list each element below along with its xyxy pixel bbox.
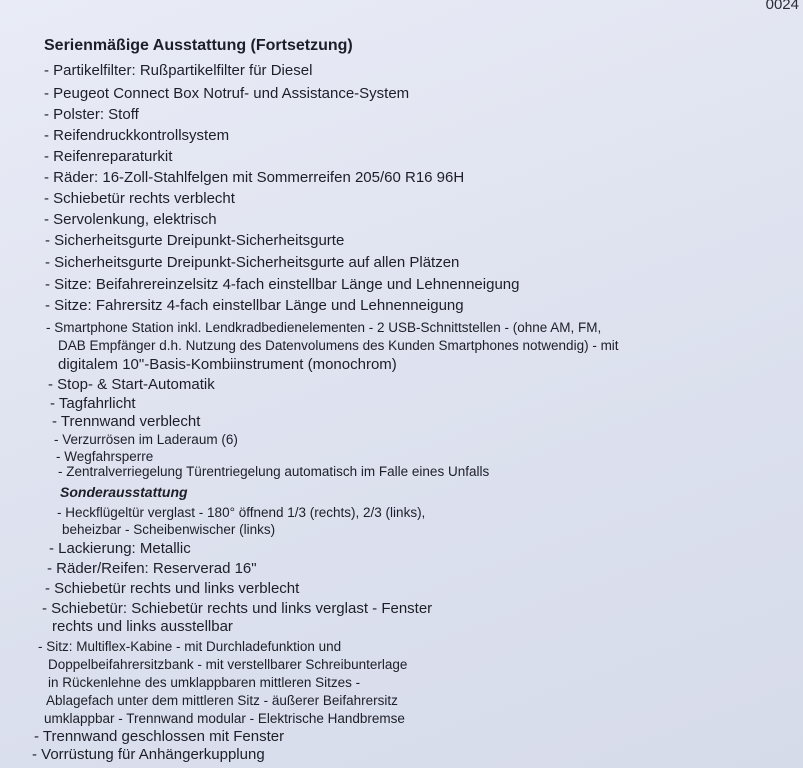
standard-item: - Tagfahrlicht bbox=[50, 395, 136, 412]
special-item-continuation: Doppelbeifahrersitzbank - mit verstellbarer Schreibunterlage bbox=[48, 657, 408, 672]
special-item-continuation: beheizbar - Scheibenwischer (links) bbox=[62, 522, 276, 537]
standard-item: - Servolenkung, elektrisch bbox=[44, 211, 217, 228]
standard-item: - Reifendruckkontrollsystem bbox=[44, 127, 230, 144]
special-item: - Heckflügeltür verglast - 180° öffnend 1/3 (rechts), 2/3 (links), bbox=[57, 505, 426, 520]
special-item: - Trennwand geschlossen mit Fenster bbox=[34, 728, 285, 745]
standard-item: - Sitze: Beifahrereinzelsitz 4-fach einstellbar Länge und Lehnenneigung bbox=[45, 276, 520, 293]
special-item: - Räder/Reifen: Reserverad 16" bbox=[47, 560, 257, 577]
standard-equipment-heading: Serienmäßige Ausstattung (Fortsetzung) bbox=[44, 37, 353, 54]
standard-item: - Sicherheitsgurte Dreipunkt-Sicherheitsgurte bbox=[45, 232, 345, 249]
special-item-continuation: in Rückenlehne des umklappbaren mittleren Sitzes - bbox=[48, 675, 361, 690]
standard-item: - Räder: 16-Zoll-Stahlfelgen mit Sommerreifen 205/60 R16 96H bbox=[44, 169, 465, 186]
special-item-continuation: umklappbar - Trennwand modular - Elektrische Handbremse bbox=[44, 711, 405, 726]
special-item-continuation: Ablagefach unter dem mittleren Sitz - äußerer Beifahrersitz bbox=[46, 693, 398, 708]
standard-item: - Schiebetür rechts verblecht bbox=[44, 190, 235, 207]
special-item: - Schiebetür: Schiebetür rechts und links verglast - Fenster bbox=[42, 600, 433, 617]
standard-item: - Sicherheitsgurte Dreipunkt-Sicherheitsgurte auf allen Plätzen bbox=[45, 254, 460, 271]
special-equipment-heading: Sonderausstattung bbox=[60, 484, 188, 500]
standard-item: - Stop- & Start-Automatik bbox=[48, 376, 215, 393]
standard-item: - Reifenreparaturkit bbox=[44, 148, 173, 165]
standard-item: - Smartphone Station inkl. Lendkradbedienelementen - 2 USB-Schnittstellen - (ohne AM, FM, bbox=[46, 320, 602, 335]
standard-item: - Wegfahrsperre bbox=[56, 449, 154, 464]
standard-item: - Polster: Stoff bbox=[44, 106, 139, 123]
special-item: - Lackierung: Metallic bbox=[49, 540, 191, 557]
page-number-fragment: 0024 bbox=[765, 0, 799, 13]
standard-item-continuation: digitalem 10"-Basis-Kombiinstrument (monochrom) bbox=[58, 356, 397, 373]
special-item: - Sitz: Multiflex-Kabine - mit Durchladefunktion und bbox=[38, 639, 342, 654]
standard-item: - Zentralverriegelung Türentriegelung automatisch im Falle eines Unfalls bbox=[58, 464, 490, 479]
standard-item: - Sitze: Fahrersitz 4-fach einstellbar Länge und Lehnenneigung bbox=[45, 297, 464, 314]
standard-item-continuation: DAB Empfänger d.h. Nutzung des Datenvolumens des Kunden Smartphones notwendig) - mit bbox=[58, 338, 619, 353]
special-item: - Schiebetür rechts und links verblecht bbox=[45, 580, 300, 597]
special-item-continuation: rechts und links ausstellbar bbox=[52, 618, 233, 635]
standard-item: - Trennwand verblecht bbox=[52, 413, 201, 430]
standard-item: - Partikelfilter: Rußpartikelfilter für Diesel bbox=[44, 62, 313, 79]
standard-item: - Verzurrösen im Laderaum (6) bbox=[54, 432, 238, 447]
standard-item: - Peugeot Connect Box Notruf- und Assistance-System bbox=[44, 85, 410, 102]
special-item: - Vorrüstung für Anhängerkupplung bbox=[32, 746, 265, 763]
